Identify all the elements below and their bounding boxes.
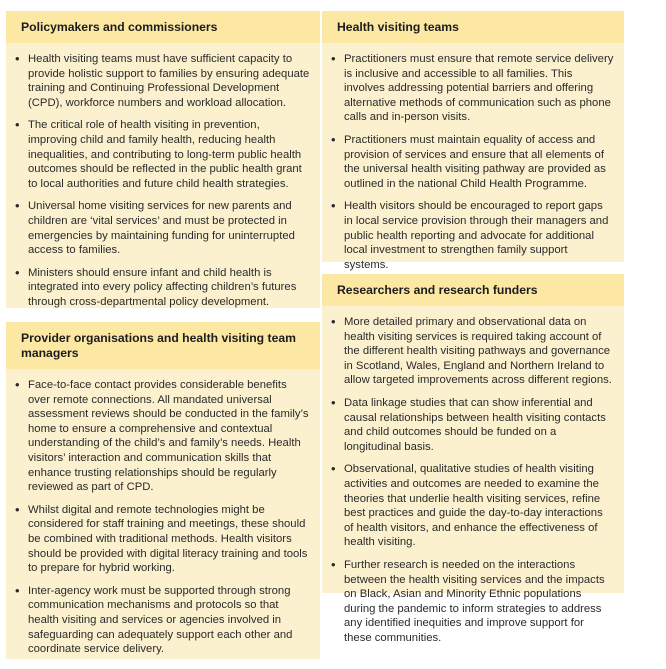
bullet-icon: • (331, 556, 336, 572)
section-title: Policymakers and commissioners (6, 11, 320, 43)
provider-organisations-section (6, 322, 320, 659)
researchers-section (322, 274, 624, 644)
bullet-icon: • (15, 501, 20, 517)
list-item (14, 378, 310, 495)
bullet-icon: • (331, 51, 336, 66)
item-text: Whilst digital and remote technologies might be considered for staff training and meetings, these should be combined with traditional methods. Health visitors should be provided with digital literacy training and tools to prepare for hybrid working. (28, 503, 308, 575)
bullet-icon: • (15, 264, 20, 280)
section-title: Researchers and research funders (322, 274, 624, 306)
health-visiting-teams-section (322, 11, 624, 271)
item-text: Data linkage studies that can show inferential and causal relationships between health visiting contacts and child outcomes should be funded on a longitudinal basis. (344, 396, 606, 453)
bullet-icon: • (15, 51, 20, 66)
list-item (330, 462, 614, 550)
bullet-icon: • (331, 131, 336, 147)
bullet-icon: • (15, 117, 20, 133)
item-text: Inter-agency work must be supported through strong communication mechanisms and protocols so that health visiting and services or agencies involved in safeguarding can adequately support each other and coordinate service delivery. (28, 584, 293, 656)
list-item (330, 315, 614, 388)
section-title: Health visiting teams (322, 11, 624, 43)
list-item (14, 266, 310, 310)
list-item (330, 396, 614, 454)
list-item (330, 52, 614, 125)
item-text: Ministers should ensure infant and child health is integrated into every policy affecting children’s futures through cross-departmental policy development. (28, 266, 297, 308)
recommendation-list (6, 378, 320, 657)
list-item (14, 503, 310, 576)
item-text: Health visitors should be encouraged to report gaps in local service provision through their managers and public health reporting and advocate for additional local investment to strengthen family support systems. (344, 200, 609, 271)
bullet-icon: • (331, 394, 336, 410)
item-text: Universal home visiting services for new parents and children are ‘vital services’ and must be protected in emergencies by maintaining funding for uninterrupted access to families. (28, 200, 295, 257)
bullet-icon: • (331, 198, 336, 214)
bullet-icon: • (331, 314, 336, 329)
recommendation-list (322, 52, 624, 272)
policymakers-section (6, 11, 320, 308)
item-text: Face-to-face contact provides considerable benefits over remote connections. All mandated universal assessment reviews should be conducted in the family’s home to ensure a comprehensive and contextual understanding of the child’s and family’s needs. Health visitors’ interaction and communication skills that enhance trusting relationships should be regularly reviewed as part of CPD. (28, 379, 309, 494)
item-text: Observational, qualitative studies of health visiting activities and outcomes are needed to examine the theories that underlie health visiting services, refine best practices and guide the day-to-day interactions of health visitors, and enhance the effectiveness of health visiting. (344, 463, 603, 549)
list-item (14, 584, 310, 657)
item-text: More detailed primary and observational data on health visiting services is required taking account of the different health visiting pathways and governance in Scotland, Wales, England and Northern Ireland to allow targeted improvements across different regions. (344, 316, 612, 387)
bullet-icon: • (331, 461, 336, 477)
bullet-icon: • (15, 582, 20, 598)
item-text: Practitioners must ensure that remote service delivery is inclusive and accessible to all families. This involves addressing potential barriers and offering alternative methods of communication such as phone calls and in-person visits. (344, 53, 614, 124)
bullet-icon: • (15, 198, 20, 214)
item-text: Practitioners must maintain equality of access and provision of services and ensure that all elements of the universal health visiting pathway are provided as outlined in the national Child Health Programme. (344, 133, 606, 190)
recommendation-list (6, 52, 320, 310)
list-item (14, 199, 310, 257)
item-text: Further research is needed on the interactions between the health visiting services and the impacts on Black, Asian and Minority Ethnic populations during the pandemic to inform strategies to address any identified inequities and improve support for these communities. (344, 558, 605, 644)
item-text: The critical role of health visiting in prevention, improving child and family health, reducing health inequalities, and contributing to long-term public health outcomes should be reflected in the public health grant to local authorities and future child health strategies. (28, 119, 302, 190)
list-item (14, 118, 310, 191)
section-title: Provider organisations and health visiting team managers (6, 322, 320, 369)
list-item (330, 558, 614, 646)
list-item (330, 133, 614, 191)
bullet-icon: • (15, 377, 20, 392)
recommendation-list (322, 315, 624, 645)
list-item (14, 52, 310, 110)
list-item (330, 199, 614, 272)
item-text: Health visiting teams must have sufficient capacity to provide holistic support to families by ensuring adequate training and Continuing Professional Development (CPD), workforce numbers and workload allocation. (28, 53, 310, 109)
